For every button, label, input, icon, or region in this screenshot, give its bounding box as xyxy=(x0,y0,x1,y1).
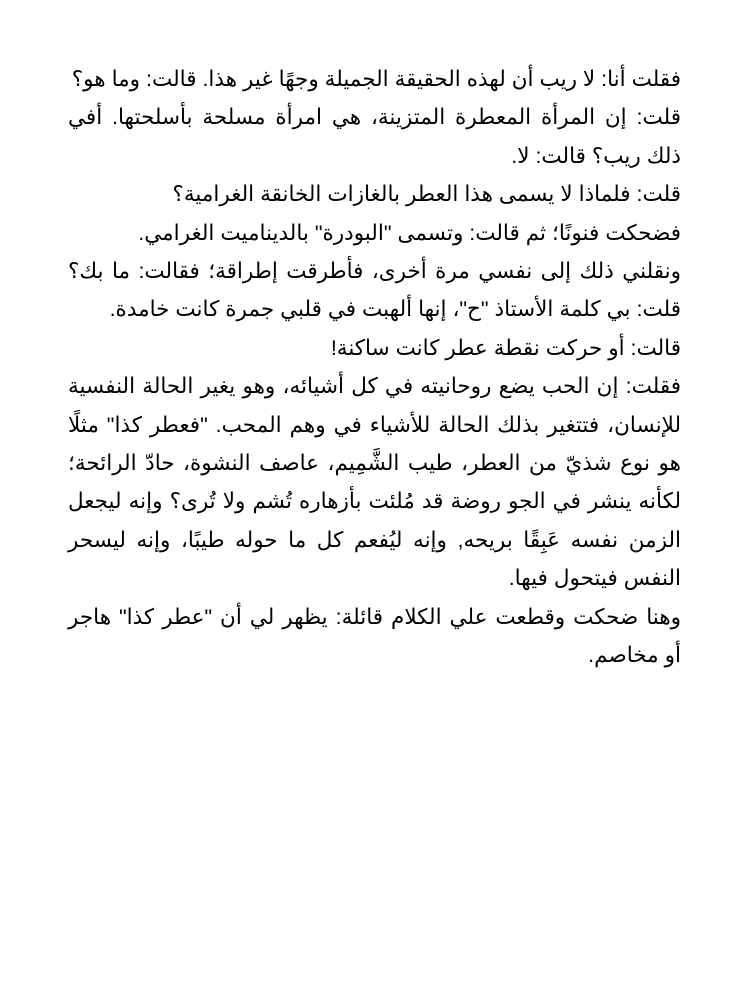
paragraph-7: فقلت: إن الحب يضع روحانيته في كل أشيائه، وهو يغير الحالة النفسية للإنسان، فتتغير بذلك الحالة للأشياء في وهم المحب. "فعطر كذا" مثلًا هو نوع شذيّ من العطر، طيب الشَّمِيم، عاصف النشوة، حادّ الرائحة؛ لكأنه ينشر في الجو روضة قد مُلئت بأزهاره تُشم ولا تُرى؟ وإنه ليجعل الزمن نفسه عَبِقًا بريحه, وإنه ليُفعم كل ما حوله طيبًا، وإنه ليسحر النفس فيتحول فيها. xyxy=(68,374,681,591)
paragraph-2: قلت: إن المرأة المعطرة المتزينة، هي امرأة مسلحة بأسلحتها. أفي ذلك ريب؟ قالت: لا. xyxy=(68,105,681,168)
paragraph-5: ونقلني ذلك إلى نفسي مرة أخرى، فأطرقت إطراقة؛ فقالت: ما بك؟ قلت: بي كلمة الأستاذ "ح"، إنها ألهبت في قلبي جمرة كانت خامدة. xyxy=(68,259,681,322)
paragraph-1: فقلت أنا: لا ريب أن لهذه الحقيقة الجميلة وجهًا غير هذا. قالت: وما هو؟ xyxy=(71,67,681,91)
paragraph-3: قلت: فلماذا لا يسمى هذا العطر بالغازات الخانقة الغرامية؟ xyxy=(172,182,681,207)
paragraph-6: قالت: أو حركت نقطة عطر كانت ساكنة! xyxy=(330,335,681,360)
paragraph-8: وهنا ضحكت وقطعت علي الكلام قائلة: يظهر لي أن "عطر كذا" هاجر أو مخاصم. xyxy=(68,604,681,668)
document-page xyxy=(68,60,681,675)
paragraph-4: فضحكت فنونًا؛ ثم قالت: وتسمى "البودرة" بالديناميت الغرامي. xyxy=(138,220,681,245)
